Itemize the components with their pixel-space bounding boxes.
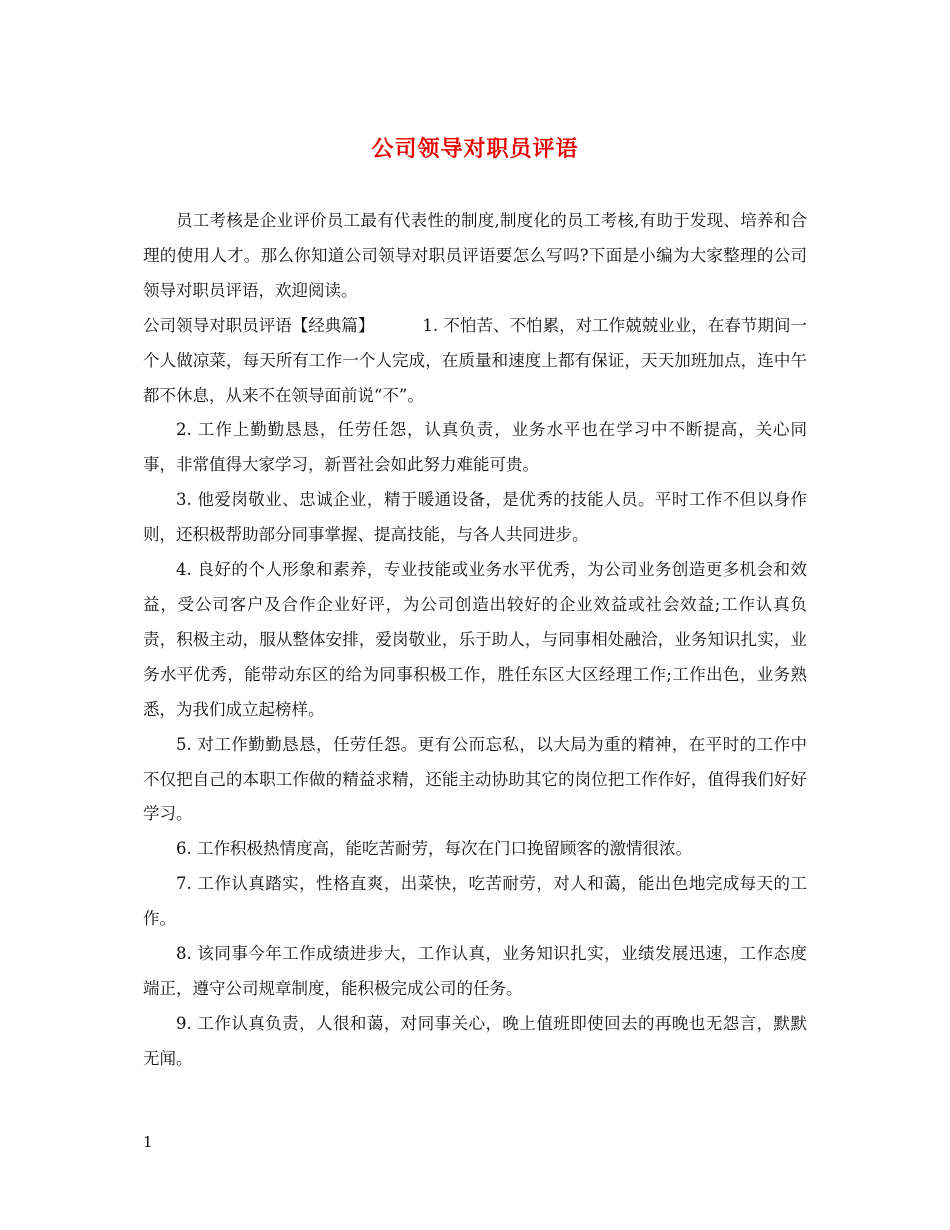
item-9-paragraph: 9. 工作认真负责，人很和蔼，对同事关心，晚上值班即使回去的再晚也无怨言，默默无闻。: [143, 1013, 807, 1068]
item-3-paragraph: 3. 他爱岗敬业、忠诚企业，精于暖通设备，是优秀的技能人员。平时工作不但以身作则，还积极帮助部分同事掌握、提高技能，与各人共同进步。: [143, 490, 807, 545]
item-7-paragraph: 7. 工作认真踏实，性格直爽，出菜快，吃苦耐劳，对人和蔼，能出色地完成每天的工作。: [143, 874, 807, 929]
intro-paragraph: 员工考核是企业评价员工最有代表性的制度,制度化的员工考核,有助于发现、培养和合理的使用人才。那么你知道公司领导对职员评语要怎么写吗?下面是小编为大家整理的公司领导对职员评语，欢迎阅读。: [143, 211, 807, 300]
document-body: [143, 204, 807, 1077]
section-label: 公司领导对职员评语【经典篇】: [143, 315, 375, 335]
page-number: 1: [143, 1133, 153, 1151]
item-8-paragraph: 8. 该同事今年工作成绩进步大，工作认真，业务知识扎实，业绩发展迅速，工作态度端正，遵守公司规章制度，能积极完成公司的任务。: [143, 944, 807, 998]
item-6-paragraph: 6. 工作积极热情度高，能吃苦耐劳，每次在门口挽留顾客的激情很浓。: [176, 839, 692, 859]
section-paragraph: [143, 309, 807, 414]
item-4-paragraph: 4. 良好的个人形象和素养，专业技能或业务水平优秀，为公司业务创造更多机会和效益，受公司客户及合作企业好评，为公司创造出较好的企业效益或社会效益;工作认真负责，积极主动，服从整体安排，爱岗敬业，乐于助人，与同事相处融洽，业务知识扎实，业务水平优秀，能带动东区的给为同事积极工作，胜任东区大区经理工作;工作出色，业务熟悉，为我们成立起榜样。: [143, 560, 807, 719]
item-5-paragraph: 5. 对工作勤勤恳恳，任劳任怨。更有公而忘私，以大局为重的精神，在平时的工作中不仅把自己的本职工作做的精益求精，还能主动协助其它的岗位把工作作好，值得我们好好学习。: [143, 734, 807, 824]
item-1-text: 1. 不怕苦、不怕累，对工作兢兢业业，在春节期间一个人做凉菜，每天所有工作一个人完成，在质量和速度上都有保证，天天加班加点，连中午都不休息，从来不在领导面前说“不”。: [143, 315, 807, 405]
item-2-paragraph: 2. 工作上勤勤恳恳，任劳任怨，认真负责，业务水平也在学习中不断提高，关心同事，非常值得大家学习，新晋社会如此努力难能可贵。: [143, 420, 807, 475]
document-title: 公司领导对职员评语: [371, 137, 579, 162]
